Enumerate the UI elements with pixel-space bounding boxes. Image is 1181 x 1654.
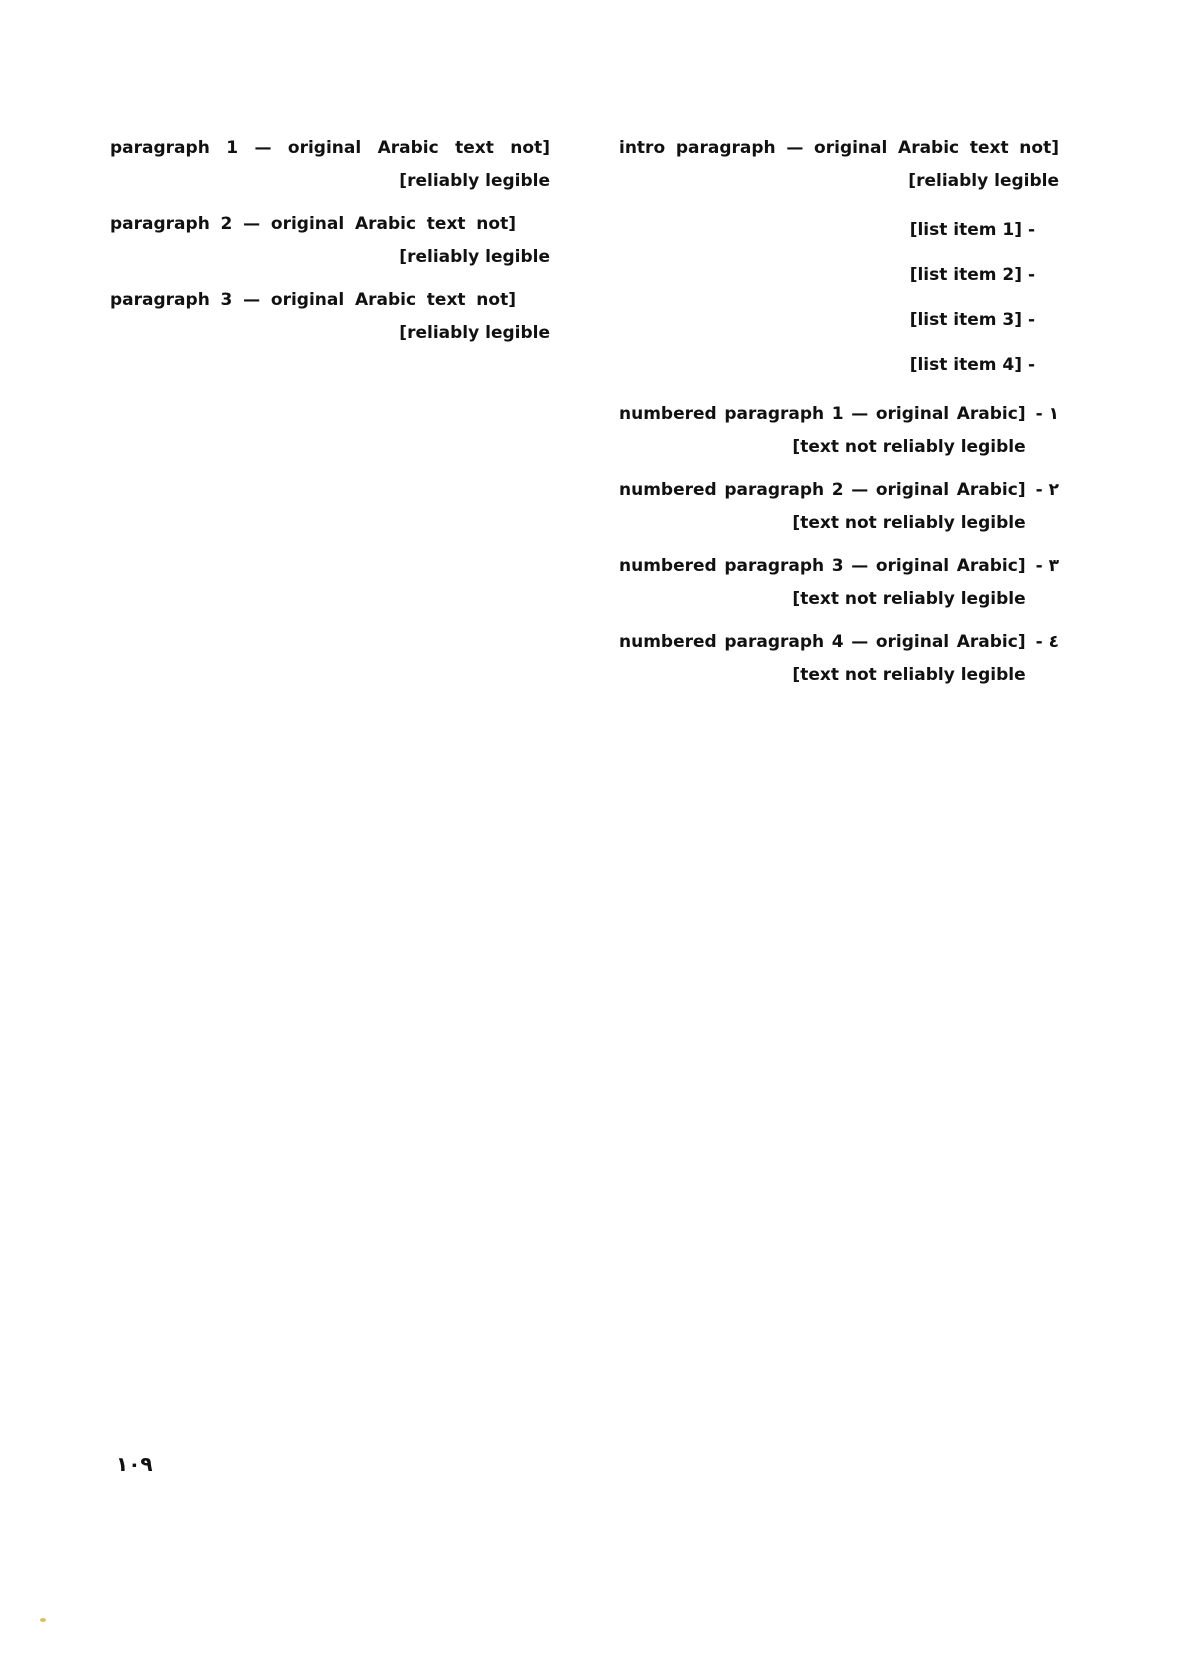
list-item-text: [list item 3] bbox=[909, 310, 1023, 330]
numbered-paragraph bbox=[619, 550, 1059, 616]
list-item bbox=[619, 253, 1035, 298]
list-item-text: [list item 2] bbox=[909, 265, 1023, 285]
body-paragraph: [paragraph 1 — original Arabic text not reliably legible] bbox=[110, 138, 550, 191]
list-item bbox=[619, 343, 1035, 388]
numbered-paragraph bbox=[619, 398, 1059, 464]
left-column bbox=[110, 132, 550, 360]
paragraph-text: [numbered paragraph 1 — original Arabic text not reliably legible] bbox=[619, 404, 1026, 457]
numbered-paragraph bbox=[619, 474, 1059, 540]
heading-list bbox=[619, 208, 1059, 388]
numbered-paragraph bbox=[619, 626, 1059, 692]
body-paragraph: [paragraph 3 — original Arabic text not reliably legible] bbox=[110, 290, 550, 343]
page-number: ١٠٩ bbox=[116, 1452, 153, 1476]
list-item-text: [list item 4] bbox=[909, 355, 1023, 375]
body-paragraph: [paragraph 2 — original Arabic text not reliably legible] bbox=[110, 214, 550, 267]
list-item bbox=[619, 298, 1035, 343]
paragraph-number: ٤ - bbox=[1035, 632, 1059, 652]
list-marker: - bbox=[1027, 355, 1035, 375]
paragraph-number: ٢ - bbox=[1035, 480, 1059, 500]
list-item-text: [list item 1] bbox=[909, 220, 1023, 240]
right-column bbox=[619, 132, 1059, 702]
paragraph-text: [numbered paragraph 4 — original Arabic text not reliably legible] bbox=[619, 632, 1026, 685]
list-marker: - bbox=[1027, 265, 1035, 285]
paragraph-number: ١ - bbox=[1035, 404, 1059, 424]
list-marker: - bbox=[1027, 220, 1035, 240]
list-marker: - bbox=[1027, 310, 1035, 330]
intro-paragraph: [intro paragraph — original Arabic text not reliably legible] bbox=[619, 138, 1059, 191]
list-item bbox=[619, 208, 1035, 253]
paragraph-number: ٣ - bbox=[1035, 556, 1059, 576]
scan-speck bbox=[40, 1618, 46, 1622]
paragraph-text: [numbered paragraph 2 — original Arabic text not reliably legible] bbox=[619, 480, 1026, 533]
paragraph-text: [numbered paragraph 3 — original Arabic text not reliably legible] bbox=[619, 556, 1026, 609]
